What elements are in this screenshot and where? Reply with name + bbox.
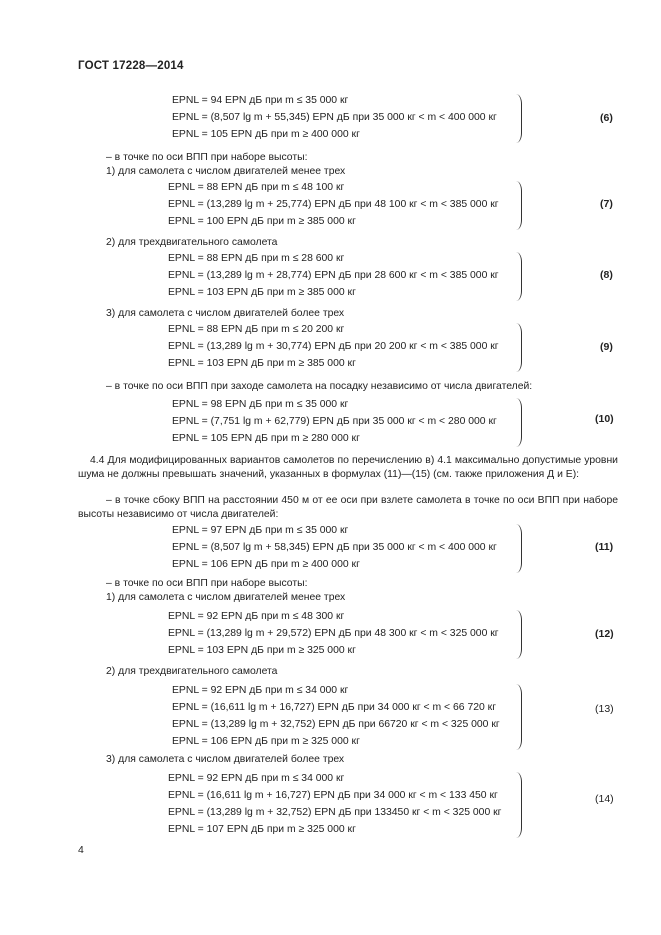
formula-line: EPNL = 105 EPN дБ при m ≥ 280 000 кг [172, 433, 360, 444]
formula-number: (8) [600, 269, 613, 281]
formula-line: EPNL = 106 EPN дБ при m ≥ 325 000 кг [172, 736, 360, 747]
text-line: – в точке по оси ВПП при наборе высоты: [106, 578, 308, 589]
formula-line: EPNL = 106 EPN дБ при m ≥ 400 000 кг [172, 559, 360, 570]
formula-line: EPNL = (16,611 lg m + 16,727) EPN дБ при 34 000 кг < m < 133 450 кг [168, 790, 498, 801]
brace [515, 94, 522, 143]
formula-line: EPNL = 98 EPN дБ при m ≤ 35 000 кг [172, 399, 349, 410]
formula-number: (14) [595, 793, 614, 805]
formula-line: EPNL = 88 EPN дБ при m ≤ 48 100 кг [168, 182, 345, 193]
page-number: 4 [78, 845, 84, 856]
formula-line: EPNL = 100 EPN дБ при m ≥ 385 000 кг [168, 216, 356, 227]
formula-number: (11) [595, 541, 614, 553]
formula-line: EPNL = 107 EPN дБ при m ≥ 325 000 кг [168, 824, 356, 835]
brace [515, 772, 522, 838]
paragraph-4-4: 4.4 Для модифицированных вариантов самолетов по перечислению в) 4.1 максимально допустимые уровни шума не должны превышать значений, указанных в формулах (11)—(15) (см. также приложения Д и Е): [78, 455, 618, 480]
formula-line: EPNL = 105 EPN дБ при m ≥ 400 000 кг [172, 129, 360, 140]
brace [515, 323, 522, 372]
formula-number: (6) [600, 112, 613, 124]
formula-line: EPNL = 97 EPN дБ при m ≤ 35 000 кг [172, 525, 349, 536]
brace [515, 398, 522, 447]
formula-line: EPNL = 94 EPN дБ при m ≤ 35 000 кг [172, 95, 349, 106]
formula-line: EPNL = 92 EPN дБ при m ≤ 48 300 кг [168, 611, 345, 622]
text-line: – в точке по оси ВПП при заходе самолета на посадку независимо от числа двигателей: [106, 381, 533, 392]
formula-line: EPNL = 88 EPN дБ при m ≤ 20 200 кг [168, 324, 345, 335]
text-line: 1) для самолета с числом двигателей менее трех [106, 166, 346, 177]
formula-line: EPNL = (16,611 lg m + 16,727) EPN дБ при 34 000 кг < m < 66 720 кг [172, 702, 497, 713]
formula-line: EPNL = (13,289 lg m + 28,774) EPN дБ при 28 600 кг < m < 385 000 кг [168, 270, 499, 281]
formula-number: (12) [595, 628, 614, 640]
brace [515, 524, 522, 573]
formula-line: EPNL = 88 EPN дБ при m ≤ 28 600 кг [168, 253, 345, 264]
formula-number: (7) [600, 198, 613, 210]
formula-line: EPNL = 92 EPN дБ при m ≤ 34 000 кг [168, 773, 345, 784]
document-header: ГОСТ 17228—2014 [78, 60, 184, 72]
formula-number: (10) [595, 413, 614, 425]
formula-line: EPNL = 103 EPN дБ при m ≥ 385 000 кг [168, 287, 356, 298]
formula-line: EPNL = 103 EPN дБ при m ≥ 325 000 кг [168, 645, 356, 656]
formula-line: EPNL = (13,289 lg m + 29,572) EPN дБ при 48 300 кг < m < 325 000 кг [168, 628, 499, 639]
text-line: 1) для самолета с числом двигателей менее трех [106, 592, 346, 603]
text-line: 2) для трехдвигательного самолета [106, 237, 278, 248]
text-line: – в точке по оси ВПП при наборе высоты: [106, 152, 308, 163]
formula-line: EPNL = (13,289 lg m + 25,774) EPN дБ при 48 100 кг < m < 385 000 кг [168, 199, 499, 210]
formula-line: EPNL = (13,289 lg m + 30,774) EPN дБ при 20 200 кг < m < 385 000 кг [168, 341, 499, 352]
formula-line: EPNL = (7,751 lg m + 62,779) EPN дБ при 35 000 кг < m < 280 000 кг [172, 416, 497, 427]
formula-number: (13) [595, 703, 614, 715]
brace [515, 610, 522, 659]
text-line: 2) для трехдвигательного самолета [106, 666, 278, 677]
brace [515, 684, 522, 750]
formula-line: EPNL = 92 EPN дБ при m ≤ 34 000 кг [172, 685, 349, 696]
formula-line: EPNL = (13,289 lg m + 32,752) EPN дБ при 66720 кг < m < 325 000 кг [172, 719, 500, 730]
formula-number: (9) [600, 341, 613, 353]
formula-line: EPNL = (13,289 lg m + 32,752) EPN дБ при 133450 кг < m < 325 000 кг [168, 807, 502, 818]
brace [515, 181, 522, 230]
brace [515, 252, 522, 301]
formula-line: EPNL = 103 EPN дБ при m ≥ 385 000 кг [168, 358, 356, 369]
formula-line: EPNL = (8,507 lg m + 55,345) EPN дБ при 35 000 кг < m < 400 000 кг [172, 112, 497, 123]
formula-line: EPNL = (8,507 lg m + 58,345) EPN дБ при 35 000 кг < m < 400 000 кг [172, 542, 497, 553]
paragraph-side: – в точке сбоку ВПП на расстоянии 450 м от ее оси при взлете самолета в точке по оси ВПП при наборе высоты независимо от числа двигателей: [78, 495, 618, 520]
text-line: 3) для самолета с числом двигателей более трех [106, 754, 345, 765]
text-line: 3) для самолета с числом двигателей более трех [106, 308, 345, 319]
